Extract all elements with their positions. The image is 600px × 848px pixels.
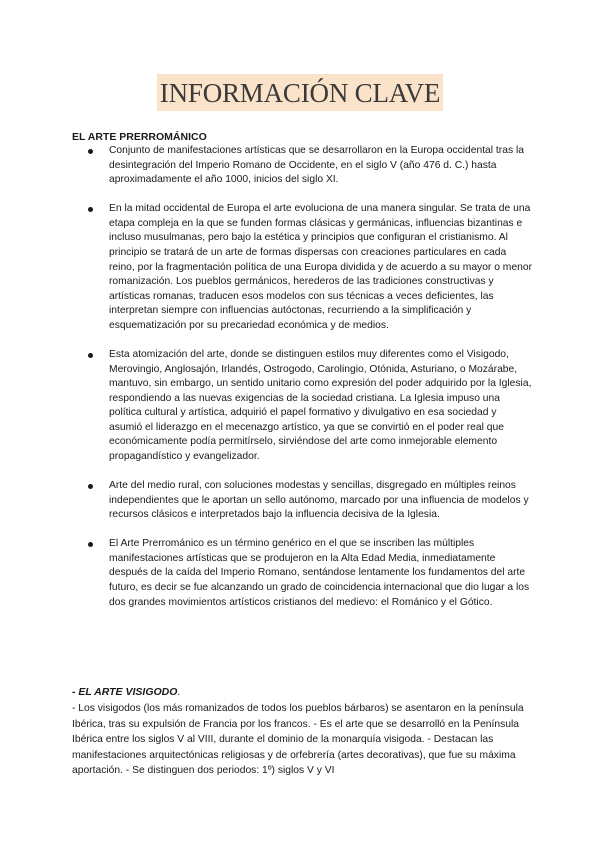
bullet-icon (88, 207, 93, 212)
list-item-text: El Arte Prerrománico es un término genérico en el que se inscriben las múltiples manifestaciones artísticas que se produjeron en la Alta Edad Media, inmediatamente después de la caída del Imperio Romano, sentándose lentamente los fundamentos del arte futuro, es decir se fue alcanzando un grado de coincidencia internacional que dio lugar a los dos grandes movimientos artísticos cristianos del medievo: el Románico y el Gótico. (109, 538, 530, 608)
bullet-list (72, 144, 532, 625)
sub-heading-text: - EL ARTE VISIGODO (72, 686, 178, 698)
bullet-icon (88, 149, 93, 154)
bullet-icon (88, 353, 93, 358)
list-item-text: Conjunto de manifestaciones artísticas que se desarrollaron en la Europa occidental tras la desintegración del Imperio Romano de Occidente, en el siglo V (año 476 d. C.) hasta aproximadamente el año 1000, inicios del siglo XI. (109, 145, 524, 186)
list-item (72, 537, 532, 610)
bullet-icon (88, 542, 93, 547)
page-title: INFORMACIÓN CLAVE (157, 74, 443, 111)
body-paragraph: - Los visigodos (los más romanizados de todos los pueblos bárbaros) se asentaron en la península Ibérica, tras su expulsión de Francia por los francos. - Es el arte que se desarrolló en la Península Ibérica entre los siglos V al VIII, durante el dominio de la monarquía visigoda. - Destacan las manifestaciones arquitectónicas religiosas y de orfebrería (artes decorativas), que fue su máxima aportación. - Se distinguen dos periodos: 1º) siglos V y VI (72, 703, 524, 777)
list-item-text: Arte del medio rural, con soluciones modestas y sencillas, disgregado en múltiples reinos independientes que le aportan un sello autónomo, marcado por una influencia de modelos y recursos clásicos e interpretados bajo la influencia decisiva de la Iglesia. (109, 480, 529, 521)
list-item (72, 202, 532, 333)
section-heading: EL ARTE PRERROMÁNICO (72, 131, 207, 143)
sub-heading (72, 686, 180, 698)
list-item-text: En la mitad occidental de Europa el arte evoluciona de una manera singular. Se trata de una etapa compleja en la que se funden formas clásicas y germánicas, influencias bizantinas e incluso musulmanas, pero bajo la estética y principios que configuran el cristianismo. Al principio se tratará de un arte de formas dispersas con creaciones particulares en cada reino, por la fragmentación política de una Europa dividida y de acuerdo a su mayor o menor romanización. Los pueblos germánicos, herederos de las tradiciones constructivas y artísticas romanas, traducen esos modelos con sus técnicas a veces deficientes, las interpretan siempre con influencias autóctonas, recurriendo a la simplificación y esquematización por su precariedad económica y de medios. (109, 203, 532, 331)
list-item-text: Esta atomización del arte, donde se distinguen estilos muy diferentes como el Visigodo, Merovingio, Anglosajón, Irlandés, Ostrogodo, Carolingio, Otónida, Asturiano, o Mozárabe, mantuvo, sin embargo, un sentido unitario como expresión del poder adquirido por la Iglesia, respondiendo a las nuevas exigencias de la sociedad cristiana. La Iglesia impuso una política cultural y artística, adquirió el papel formativo y divulgativo en esa sociedad y asumió el liderazgo en el mecenazgo artístico, ya que se convirtió en el poder real que económicamente podía permitírselo, sirviéndose del arte como inmejorable elemento propagandístico y evangelizador. (109, 348, 532, 463)
bullet-icon (88, 484, 93, 489)
sub-heading-period: . (177, 686, 181, 698)
list-item (72, 144, 532, 188)
list-item (72, 348, 532, 465)
title-container (0, 74, 600, 111)
list-item (72, 479, 532, 523)
